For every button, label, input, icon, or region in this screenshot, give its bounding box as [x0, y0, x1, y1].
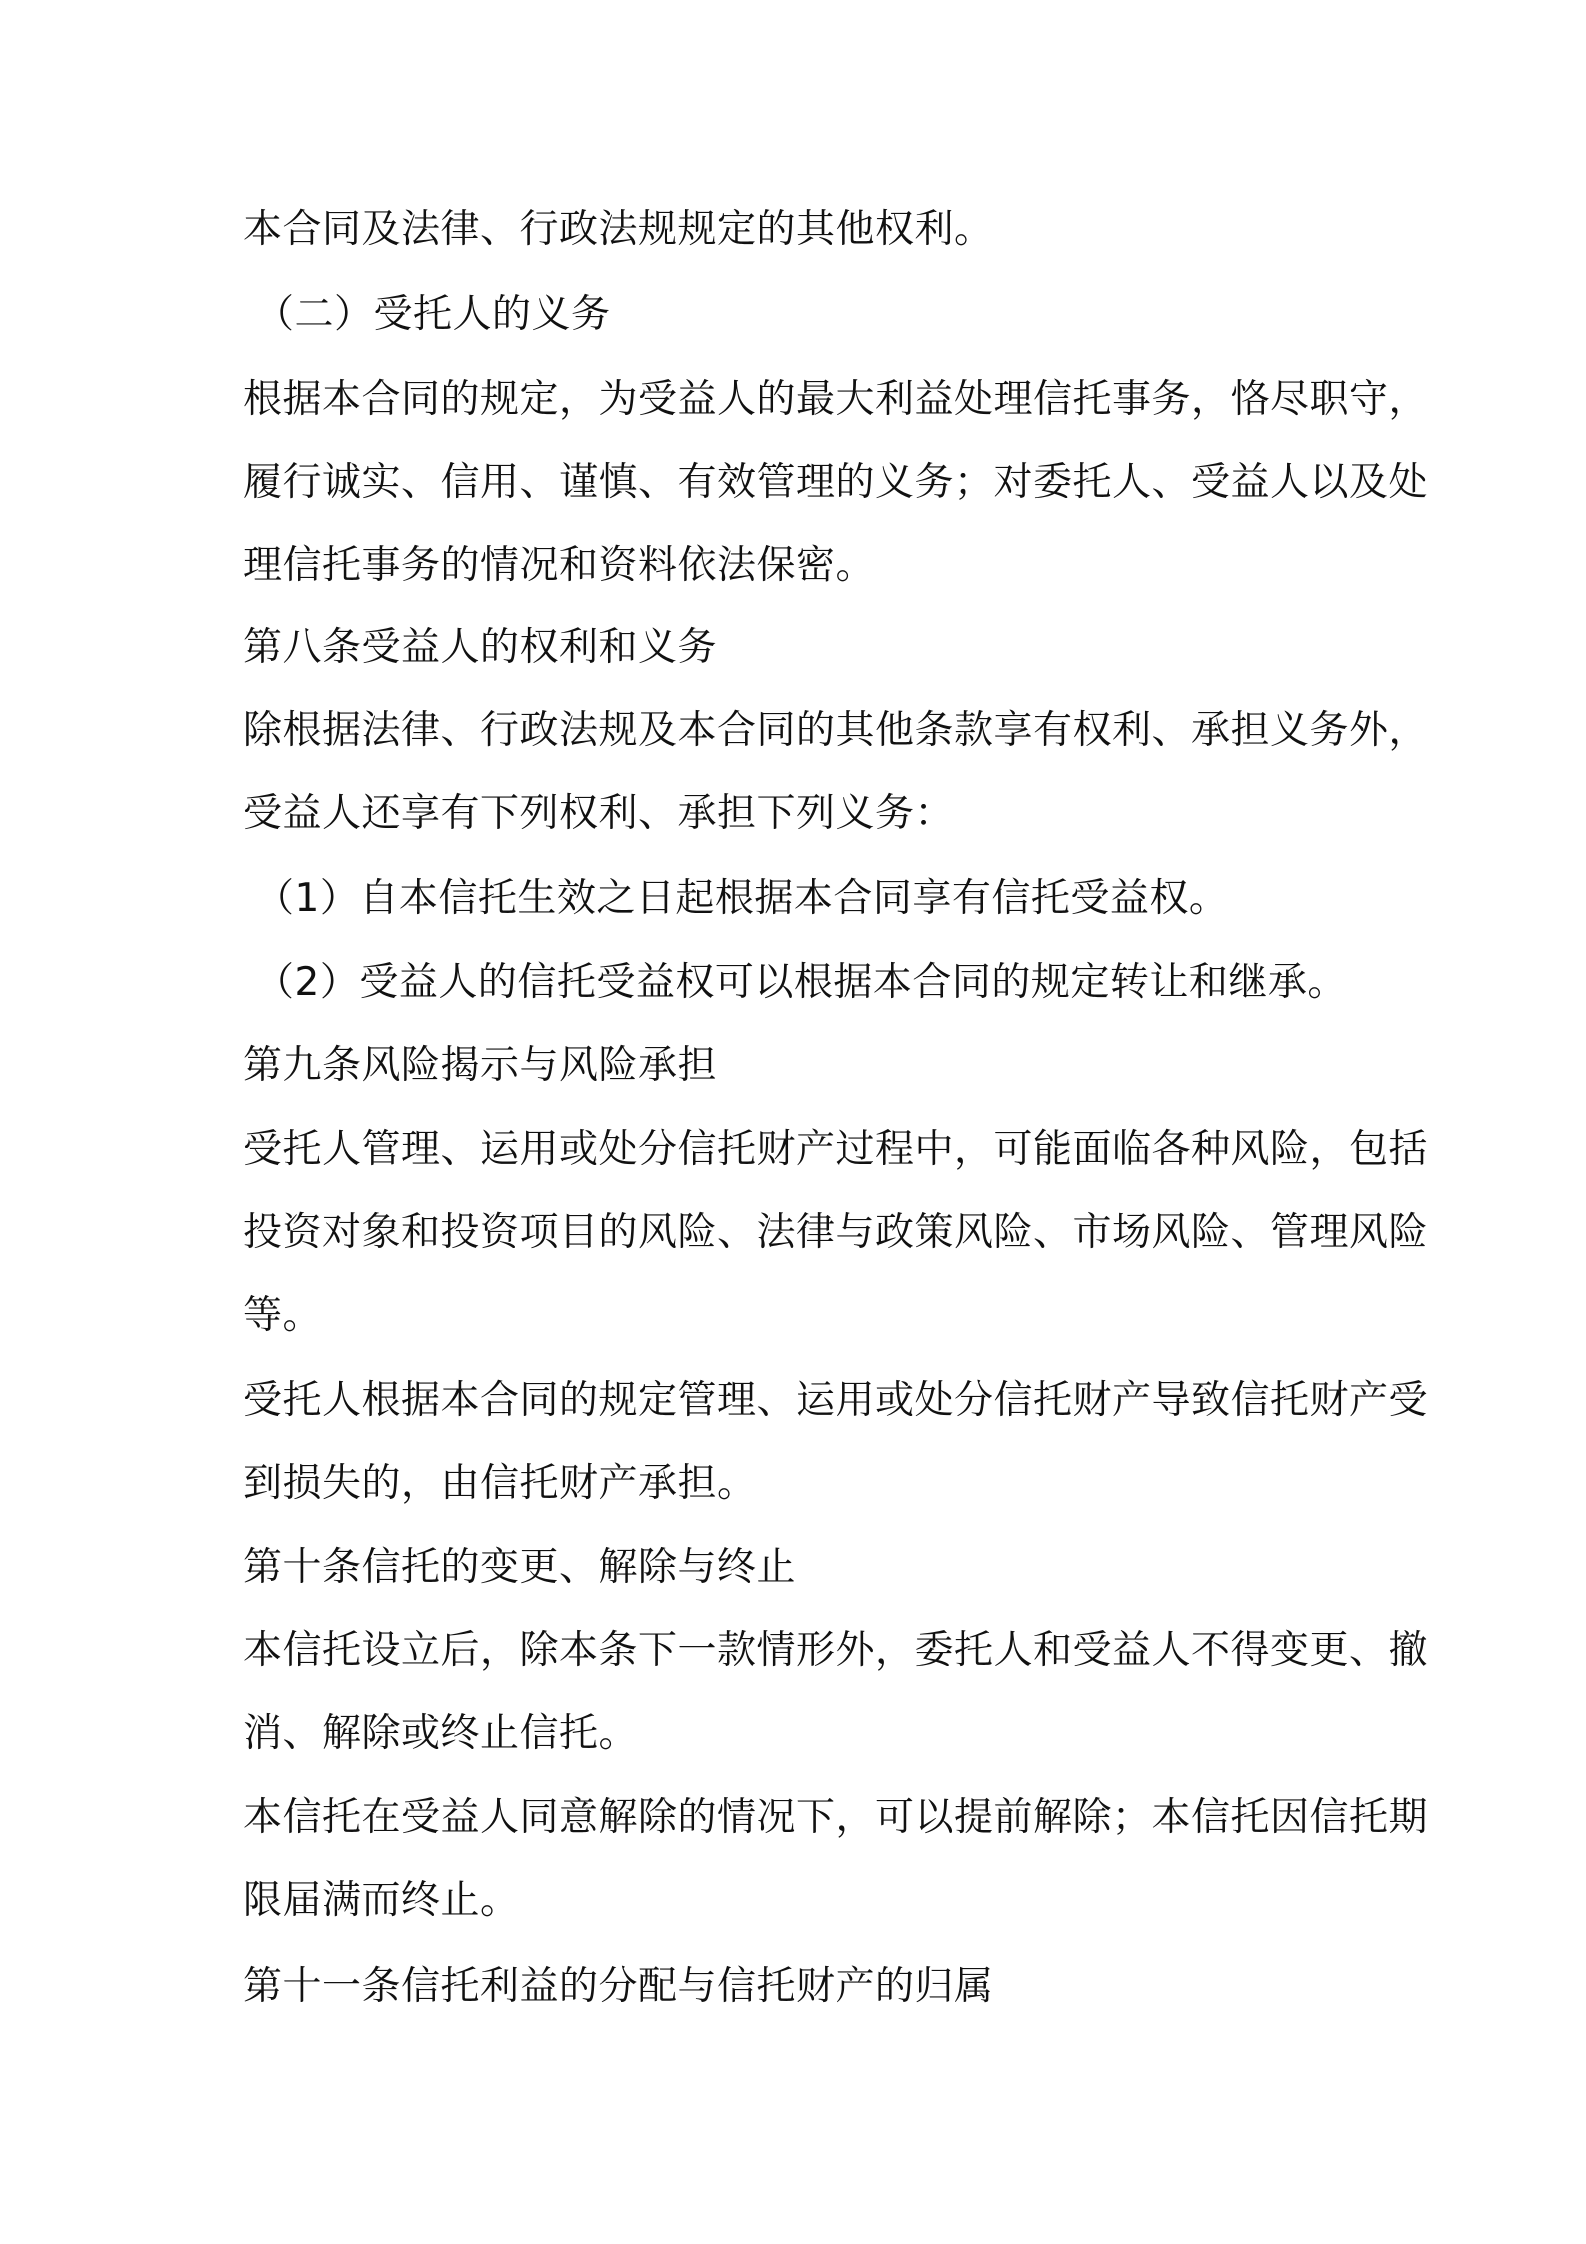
- list-item: （1）自本信托生效之日起根据本合同享有信托受益权。: [255, 876, 1229, 921]
- text-line: 受益人还享有下列权利、承担下列义务：: [243, 791, 955, 836]
- article-heading: 第九条风险揭示与风险承担: [243, 1043, 718, 1088]
- text-line: 限届满而终止。: [243, 1878, 520, 1923]
- list-item: （2）受益人的信托受益权可以根据本合同的规定转让和继承。: [255, 960, 1347, 1005]
- text-line: 除根据法律、行政法规及本合同的其他条款享有权利、承担义务外，: [243, 708, 1429, 753]
- article-heading: 第八条受益人的权利和义务: [243, 625, 718, 670]
- text-line: 消、解除或终止信托。: [243, 1711, 639, 1756]
- text-line: 到损失的，由信托财产承担。: [243, 1461, 757, 1506]
- text-line: 本信托设立后，除本条下一款情形外，委托人和受益人不得变更、撤: [243, 1628, 1429, 1673]
- text-line: 根据本合同的规定，为受益人的最大利益处理信托事务，恪尽职守，: [243, 377, 1429, 422]
- text-line: 等。: [243, 1293, 323, 1338]
- text-line: 受托人根据本合同的规定管理、运用或处分信托财产导致信托财产受: [243, 1378, 1429, 1423]
- section-heading: （二）受托人的义务: [255, 292, 611, 337]
- text-line: 投资对象和投资项目的风险、法律与政策风险、市场风险、管理风险: [243, 1210, 1429, 1255]
- text-line: 本信托在受益人同意解除的情况下，可以提前解除；本信托因信托期: [243, 1795, 1429, 1840]
- text-line: 理信托事务的情况和资料依法保密。: [243, 543, 876, 588]
- text-line: 受托人管理、运用或处分信托财产过程中，可能面临各种风险，包括: [243, 1127, 1429, 1172]
- article-heading: 第十条信托的变更、解除与终止: [243, 1545, 797, 1590]
- text-line: 履行诚实、信用、谨慎、有效管理的义务；对委托人、受益人以及处: [243, 460, 1429, 505]
- text-line: 本合同及法律、行政法规规定的其他权利。: [243, 207, 994, 252]
- article-heading: 第十一条信托利益的分配与信托财产的归属: [243, 1964, 994, 2009]
